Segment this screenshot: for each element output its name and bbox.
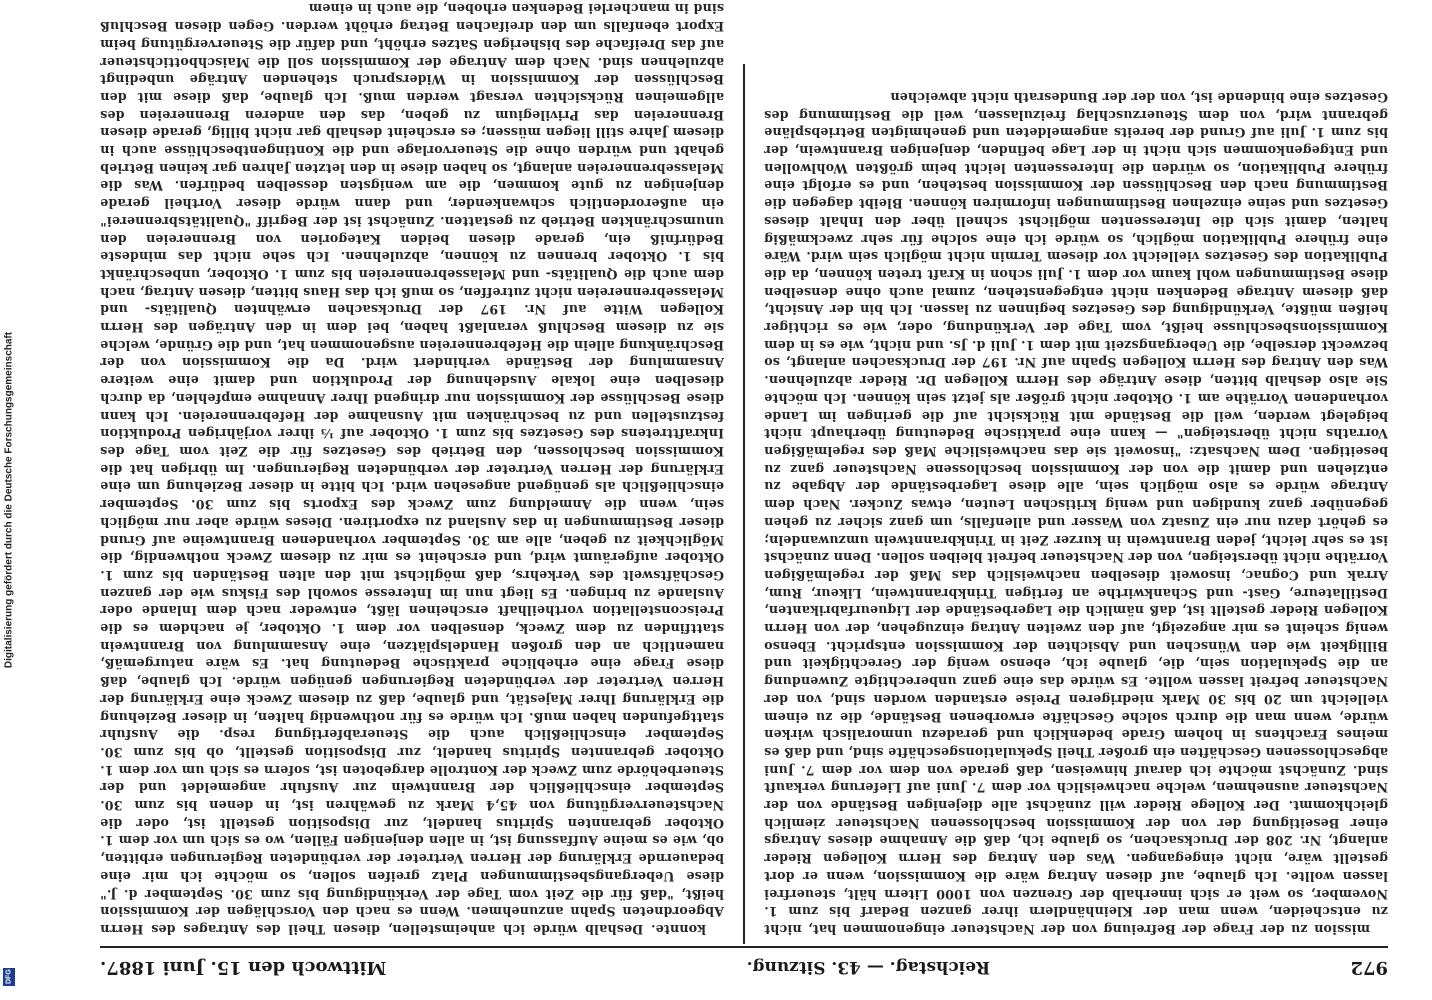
page-number: 972 [1350,957,1388,978]
page-header [100,946,1388,978]
session-date: Mittwoch den 15. Juni 1887. [100,957,387,978]
column-text: konnte. Deshalb würde ich anheimstellen, diesen Theil des Antrages des Herrn Abgeordneten Spahn anzunehmen. Wenn es nach den Vorschlägen der Kommission heißt, "daß für die Zeit vom Tage der Verkündigung bis zum 30. September d. J." diese Uebergangsbestimmungen Platz greifen sollen, so möchte ich mir eine bedauernde Erklärung der Herren Vertreter der verbündeten Regierungen erbitten, ob, wie es meine Auffassung ist, in allen denjenigen Fällen, wo es sich um vor dem 1. Oktober gebrannten Spiritus handelt, zur Disposition gestellt ist, oder die Nachsteuervergütung von 45,4 Mark zu gewähren ist, in denen bis zum 30. September einschließlich der Branntwein zur Ausfuhr angemeldet und der Steuerbehörde zum Zweck der Kontrolle dargeboten ist, sofern es sich um vor dem 1. Oktober gebrannten Spiritus handelt, zur Disposition gestellt, ob bis zum 30. September einschließlich auch die Steuerabfertigung resp. die Ausfuhr stattgefunden haben muß. Ich würde es für nothwendig halten, in dieser Beziehung die Erklärung Ihrer Majestät, und glaube, daß zu diesem Zweck eine Erklärung der Herren Vertreter der verbündeten Regierungen genügen würde. Ich glaube, daß diese Frage eine erhebliche praktische Bedeutung hat. Es wäre naturgemäß, namentlich an den großen Handelsplätzen, eine Ansammlung von Branntwein stattfinden zu dem Zweck, denselben vor dem 1. Oktober, je nachdem es die Preisconstellation vortheilhaft erscheinen läßt, entweder nach dem Inlande oder Auslande zu bringen. Es liegt nun im Interesse sowohl des Fiskus wie der ganzen Geschäftswelt des Verkehrs, daß möglichst mit den alten Beständen bis zum 1. Oktober aufgeräumt wird, und erscheint es mir zu diesem Zweck nothwendig, die Möglichkeit zu geben, alle am 30. September vorhandenen Branntweine auf Grund dieser Bestimmungen in das Ausland zu exportiren. Dieses würde aber nur möglich sein, wenn die Anmeldung zum Zweck des Exports bis zum 30. September einschließlich als genügend angesehen wird. Ich bitte in dieser Beziehung um eine Erklärung der Herren Vertreter der verbündeten Regierungen. Im übrigen hat die Kommission beschlossen, den Betrieb des Gesetzes für die Zeit vom Tage des Inkrafttretens des Gesetzes bis zum 1. Oktober auf ⅓ ihrer vorjährigen Produktion festzustellen und zu beschränken mit Ausnahme der Hefebrennereien. Ich kann diese Beschlüsse der Kommission nur dringend Ihrer Annahme empfehlen, da durch dieselben eine lokale Ausdehnung der Produktion und damit eine weitere Ansammlung der Bestände verhindert wird. Da die Kommission von der Beschränkung allein die Hefebrennereien ausgenommen hat, und die Gründe, welche sie zu diesem Beschluß veranlaßt haben, bei dem in den Anträgen des Herrn Kollegen Witte auf Nr. 197 der Drucksachen erwähnten Qualitäts- und Melassebrennereien nicht zutreffen, so muß ich das Haus bitten, diesen Antrag, nach dem auch die Qualitäts- und Melassebrennereien bis zum 1. Oktober, unbeschränkt bis 1. Oktober brennen zu können, abzulehnen. Ich sehe nicht das mindeste Bedürfniß ein, gerade diesen beiden Kategorien von Brennereien den unumschränkten Betrieb zu gestatten. Zunächst ist der Begriff "Qualitätsbrennerei" ein außerordentlich schwankender, und dann würde dieser Vortheil gerade denjenigen zu gute kommen, die am wenigsten desselben bedürfen. Was die Melassebrennereien anlangt, so haben diese in den letzten Jahren gar keinen Betrieb gehabt und würden ohne die Steuervorlage und die Kontingentbeschlüsse auch in diesem Jahre still liegen müssen; es erscheint deshalb gar nicht billig, gerade diesen Brennereien das Privilegium zu geben, das den anderen Brennereien des allgemeinen Rücksichten versagt werden muß. Ich glaube, daß diese mit den Beschlüssen der Kommission in Widerspruch stehenden Anträge unbedingt abzulehnen sind. Nach dem Antrage der Kommission soll die Maischbottichsteuer auf das Dreifache des bisherigen Satzes erhöht, und dafür die Steuervergütung beim Export ebenfalls um den dreifachen Betrag erhöht werden. Gegen diesen Beschluß sind in mancherlei Bedenken erhoben, die auch in einem [100,1,724,937]
column-text: mission zu der Frage der Befreiung von der Nachsteuer eingenommen hat, nicht zu entscheiden, wenn man der Kleinhändlern ihrer ganzen Bedarf bis zum 1. November, so weit er sich innerhalb der Grenzen von 1000 Litern hält, steuerfrei lassen wollte. Ich glaube, auf diesen Antrag wäre die Kommission, wenn er dort gestellt wäre, nicht eingegangen. Was den Antrag des Herrn Kollegen Rieder anlangt, Nr. 208 der Drucksachen, so glaube ich, daß die Annahme dieses Antrags einer Beseitigung der von der Kommission beschlossenen Nachsteuer ziemlich gleichkommt. Der Kollege Rieder will zunächst alle diejenigen Bestände von der Nachsteuer ausnehmen, welche nachweislich vor dem 7. Juni auf Lieferung verkauft sind. Zunächst möchte ich darauf hinweisen, daß gerade von dem vor dem 7. Juni abgeschlossenen Geschäften ein großer Theil Spekulationsgeschäfte sind, und daß es meines Erachtens in hohem Grade bedenklich und geradezu unmoralisch wirken würde, wenn man die durch solche Geschäfte erworbenen Bestände, die zu einem vielleicht um 20 bis 30 Mark niedrigeren Preise erstanden worden sind, von der Nachsteuer befreit lassen wollte. Es würde das eine ganz unberechtigte Zuwendung an die Spekulation sein, die, glaube ich, ebenso wenig der Gerechtigkeit und Billigkeit wie den Wünschen und Absichten der Kommission entspricht. Ebenso wenig scheint es mir angezeigt, auf den zweiten Antrag einzugehen, der von Herrn Kollegen Rieder gestellt ist, daß nämlich die Lagerbestände der Liqueurfabrikanten, Destillateure, Gast- und Schankwirthe an fertigen Trinkbranntwein, Likeur, Rum, Arrak und Cognac, insoweit dieselben nachweislich das Maß der regelmäßigen Vorräthe nicht übersteigen, von der Nachsteuer befreit bleiben sollen. Denn zunächst ist es sehr leicht, jeden Branntwein in kurzer Zeit in Trinkbranntwein umzuwandeln; es gehört dazu nur ein Zusatz von Wasser und allenfalls, um ganz sicher zu gehen gegenüber ganz kundigen und wenig kritischen Leuten, etwas Zucker. Nach dem Antrage würde es also möglich sein, alle diese Lagerbestände der Abgabe zu entziehen und damit die von der Kommission beschlossene Nachsteuer ganz zu beseitigen. Dem Nachsatz: "insoweit sie das nachweisliche Maß des regelmäßigen Vorraths nicht übersteigen" — kann eine praktische Bedeutung überhaupt nicht beigelegt werden, weil die Bestände mit Rücksicht auf die geringen im Lande vorhandenen Vorräthe am 1. Oktober nicht größer als jetzt sein können. Ich möchte Sie also deshalb bitten, diese Anträge des Herrn Kollegen Dr. Rieder abzulehnen. Was den Antrag des Herrn Kollegen Spahn auf Nr. 197 der Drucksachen anlangt, so bezweckt derselbe, die Uebergangszeit mit dem 1. Juli d. Js. und nicht, wie es in dem Kommissionsbeschlusse heißt, vom Tage der Verkündung, oder, wie es richtiger heißen müßte, Verkündigung des Gesetzes beginnen zu lassen. Ich bin der Ansicht, daß diesem Antrage Bedenken nicht entgegenstehen, zumal auch ohne denselben diese Bestimmungen wohl kaum vor dem 1. Juli schon in Kraft treten können, da die Publikation des Gesetzes vielleicht vor diesem Termin nicht möglich sein wird. Wäre eine frühere Publikation möglich, so würde ich eine solche für sehr zweckmäßig halten, damit sich die Interessenten möglichst schnell über den Inhalt dieses Gesetzes und seine einzelnen Bestimmungen informiren können. Bleibt dagegen die Bestimmung nach den Beschlüssen der Kommission bestehen, und es erfolgt eine frühere Publikation, so würden die Interessenten leicht beim größten Wohlwollen und Entgegenkommen sich nicht in der Lage befinden, denjenigen Branntwein, der bis zum 1. Juli auf Grund der bereits angemeldeten und genehmigten Betriebspläne gebrannt wird, von dem Steuerzuschlag freizulassen, weil die Bestimmung des Gesetzes eine bindende ist, von der der Bundesrath nicht abweichen [764,89,1388,937]
scanned-page [100,1,1388,978]
dfg-logo: DFG [3,968,15,986]
column-divider [743,64,745,944]
digitization-credit: Digitalisierung gefördert durch die Deutsche Forschungsgemeinschaft [3,331,15,669]
running-title: Reichstag. — 43. Sitzung. [746,957,991,977]
text-column-left [764,68,1388,938]
text-column-right [100,1,724,938]
margin-strip [0,0,18,1000]
